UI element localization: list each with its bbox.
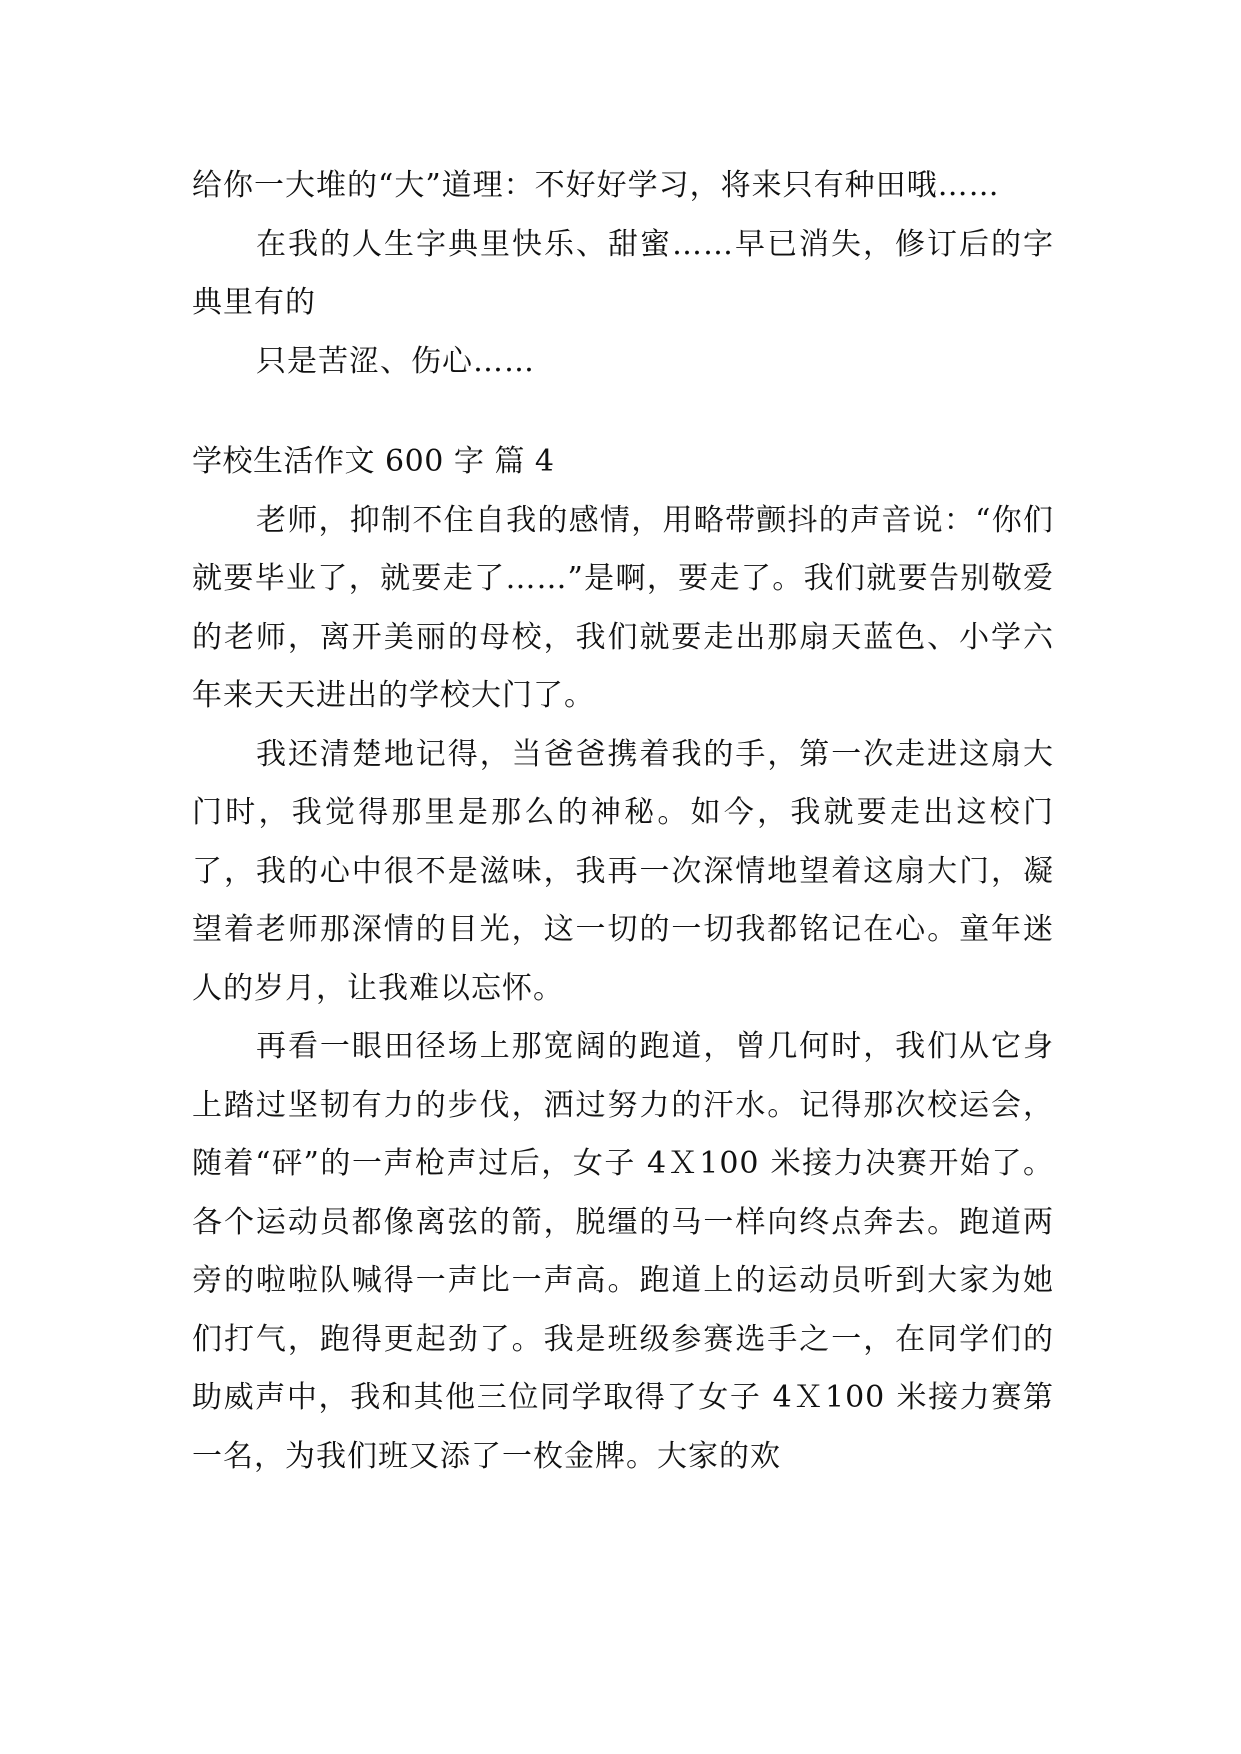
text-column <box>192 157 1054 1486</box>
section-heading: 学校生活作文 600 字 篇 4 <box>192 444 555 479</box>
paragraph-dictionary: 在我的人生字典里快乐、甜蜜……早已消失，修订后的字典里有的 <box>192 226 1054 320</box>
paragraph-school-gate: 我还清楚地记得，当爸爸携着我的手，第一次走进这扇大门时，我觉得那里是那么的神秘。如今，我就要走出这校门了，我的心中很不是滋味，我再一次深情地望着这扇大门，凝望着老师那深情的目光，这一切的一切我都铭记在心。童年迷人的岁月，让我难以忘怀。 <box>192 736 1054 1006</box>
paragraph-continuation: 给你一大堆的“大”道理：不好好学习，将来只有种田哦…… <box>192 168 1000 203</box>
paragraph-bitterness: 只是苦涩、伤心…… <box>256 343 535 379</box>
paragraph-teacher: 老师，抑制不住自我的感情，用略带颤抖的声音说：“你们就要毕业了，就要走了……”是啊，要走了。我们就要告别敬爱的老师，离开美丽的母校，我们就要走出那扇天蓝色、小学六年来天天进出的学校大门了。 <box>192 502 1054 713</box>
paragraph-sports-meet: 再看一眼田径场上那宽阔的跑道，曾几何时，我们从它身上踏过坚韧有力的步伐，洒过努力的汗水。记得那次校运会，随着“砰”的一声枪声过后，女子 4Ｘ100 米接力决赛开始了。各个运动员都像离弦的箭，脱缰的马一样向终点奔去。跑道两旁的啦啦队喊得一声比一声高。跑道上的运动员听到大家为她们打气，跑得更起劲了。我是班级参赛选手之一，在同学们的助威声中，我和其他三位同学取得了女子 4Ｘ100 米接力赛第一名，为我们班又添了一枚金牌。大家的欢 <box>192 1029 1054 1474</box>
